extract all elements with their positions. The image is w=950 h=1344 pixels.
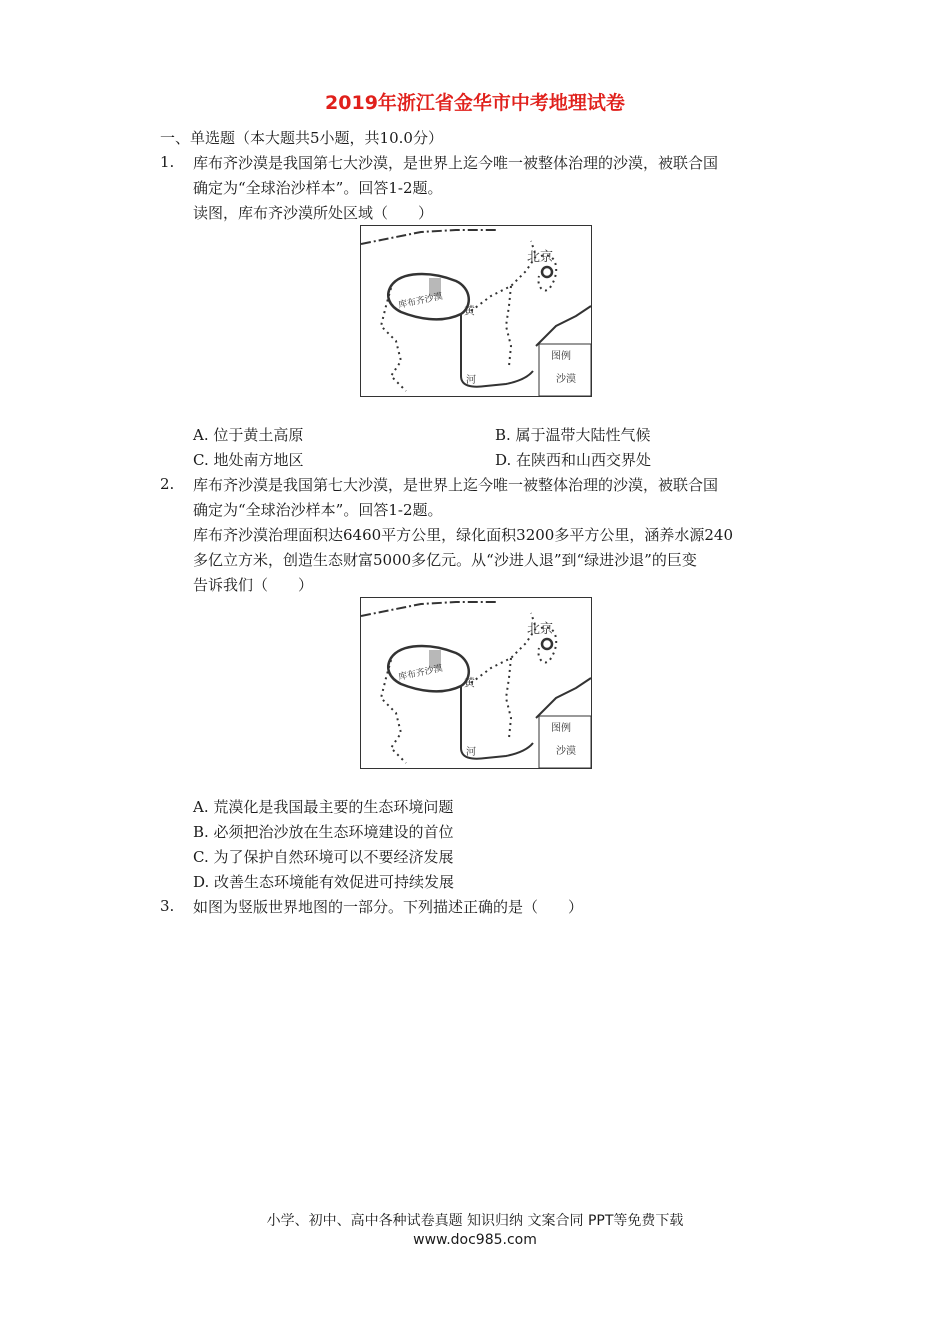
river-label-1: 黄 xyxy=(464,676,475,689)
legend-item: 沙漠 xyxy=(556,374,576,385)
question-1-option-d[interactable]: D. 在陕西和山西交界处 xyxy=(495,451,652,469)
question-2-option-a[interactable]: A. 荒漠化是我国最主要的生态环境问题 xyxy=(193,798,454,816)
question-1-option-a[interactable]: A. 位于黄土高原 xyxy=(193,426,304,444)
question-2-map xyxy=(360,597,592,769)
legend-title: 图例 xyxy=(551,723,571,734)
question-2-line-4: 多亿立方米，创造生态财富5000多亿元。从“沙进人退”到“绿进沙退”的巨变 xyxy=(193,551,697,569)
beijing-label: 北京 xyxy=(527,250,554,265)
question-1-number: 1. xyxy=(160,153,175,171)
river-label-2: 河 xyxy=(466,747,476,758)
river-label-1: 黄 xyxy=(464,304,475,317)
question-1-line-1: 库布齐沙漠是我国第七大沙漠，是世界上迄今唯一被整体治理的沙漠，被联合国 xyxy=(193,154,719,172)
desert-label: 库布齐沙漠 xyxy=(397,663,444,683)
footer-url[interactable]: www.doc985.com xyxy=(413,1232,537,1248)
section-heading: 一、单选题（本大题共5小题，共10.0分） xyxy=(160,129,443,147)
beijing-label: 北京 xyxy=(527,622,554,637)
question-2-number: 2. xyxy=(160,475,175,493)
river-label-2: 河 xyxy=(466,375,476,386)
footer-promo: 小学、初中、高中各种试卷真题 知识归纳 文案合同 PPT等免费下载 xyxy=(266,1213,684,1229)
legend-item: 沙漠 xyxy=(556,746,576,757)
page-title: 2019年浙江省金华市中考地理试卷 xyxy=(325,92,625,114)
legend-title: 图例 xyxy=(551,351,571,362)
question-2-line-1: 库布齐沙漠是我国第七大沙漠，是世界上迄今唯一被整体治理的沙漠，被联合国 xyxy=(193,476,719,494)
question-2-option-c[interactable]: C. 为了保护自然环境可以不要经济发展 xyxy=(193,848,454,866)
question-1-line-3: 读图，库布齐沙漠所处区域（ ） xyxy=(193,204,434,222)
question-1-map xyxy=(360,225,592,397)
kubuqi-map-figure xyxy=(361,226,591,396)
question-2-option-d[interactable]: D. 改善生态环境能有效促进可持续发展 xyxy=(193,873,455,891)
question-2-line-3: 库布齐沙漠治理面积达6460平方公里，绿化面积3200多平方公里，涵养水源240 xyxy=(193,526,733,544)
question-1-line-2: 确定为“全球治沙样本”。回答1-2题。 xyxy=(193,179,443,197)
desert-label: 库布齐沙漠 xyxy=(397,291,444,311)
question-2-line-5: 告诉我们（ ） xyxy=(193,576,314,594)
kubuqi-map-figure-2 xyxy=(361,598,591,768)
question-2-line-2: 确定为“全球治沙样本”。回答1-2题。 xyxy=(193,501,443,519)
question-1-option-c[interactable]: C. 地处南方地区 xyxy=(193,451,304,469)
question-3-line-1: 如图为竖版世界地图的一部分。下列描述正确的是（ ） xyxy=(193,898,584,916)
question-2-option-b[interactable]: B. 必须把治沙放在生态环境建设的首位 xyxy=(193,823,454,841)
question-1-option-b[interactable]: B. 属于温带大陆性气候 xyxy=(495,426,651,444)
question-3-number: 3. xyxy=(160,897,175,915)
